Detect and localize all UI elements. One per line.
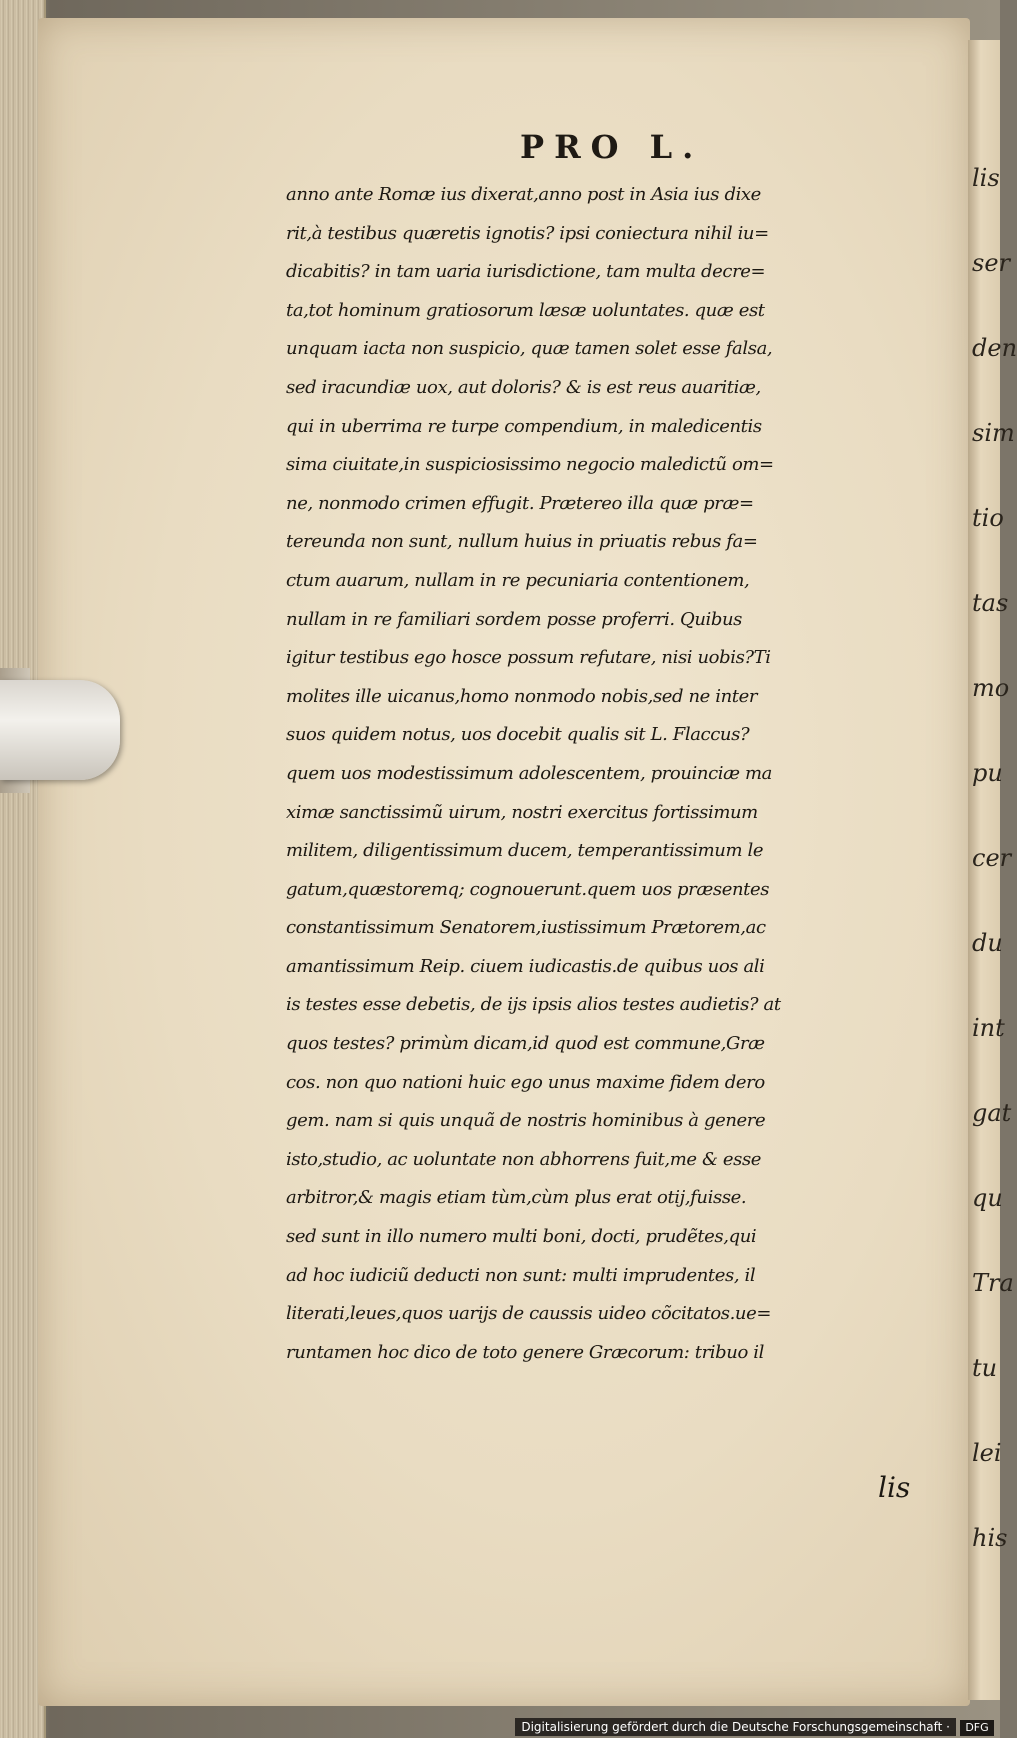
text-line: ctum auarum, nullam in re pecuniaria contentionem, [286,569,750,591]
text-line: militem, diligentissimum ducem, temperantissimum le [286,840,764,862]
text-line: quos testes? primùm dicam,id quod est commune,Græ [286,1033,765,1055]
next-page-fragment: ser [972,249,1010,277]
catchword: lis [878,1471,911,1504]
next-page-fragment: pu [972,759,1003,787]
next-page-fragment: sim [972,419,1015,447]
next-page-edge [968,40,1017,1700]
text-line: nullam in re familiari sordem posse proferri. Quibus [286,608,743,630]
running-header: PRO L. [520,128,704,166]
text-line: arbitror,& magis etiam tùm,cùm plus erat otij,fuisse. [286,1187,747,1209]
text-line: tereunda non sunt, nullum huius in priuatis rebus fa= [286,531,758,553]
text-line: suos quidem notus, uos docebit qualis sit L. Flaccus? [286,724,750,746]
next-page-fragment: tio [972,504,1004,532]
next-page-fragment: tu [972,1354,998,1382]
text-line: ne, nonmodo crimen effugit. Prætereo illa quæ præ= [286,492,754,514]
text-line: gem. nam si quis unquã de nostris hominibus à genere [286,1110,766,1132]
next-page-fragment: qu [972,1184,1003,1212]
text-line: amantissimum Reip. ciuem iudicastis.de quibus uos ali [286,955,765,977]
page-clip [0,680,120,780]
next-page-fragment: his [972,1524,1008,1552]
text-line: runtamen hoc dico de toto genere Græcorum: tribuo il [286,1341,764,1363]
text-line: ad hoc iudiciũ deducti non sunt: multi imprudentes, il [286,1264,756,1286]
text-line: is testes esse debetis, de ijs ipsis alios testes audietis? at [286,994,781,1016]
next-page-fragment: int [972,1014,1005,1042]
next-page-fragment: du [972,929,1003,957]
page-text [286,176,926,1372]
text-line: sed iracundiæ uox, aut doloris? & is est reus auaritiæ, [286,376,761,398]
next-page-fragment: Tra [972,1269,1014,1297]
next-page-fragment: den [972,334,1017,362]
next-page-fragment: mo [972,674,1010,702]
digitization-credit: Digitalisierung gefördert durch die Deutsche Forschungsgemeinschaft · [515,1718,956,1736]
text-line: gatum,quæstoremq; cognouerunt.quem uos præsentes [286,878,770,900]
text-line: isto,studio, ac uoluntate non abhorrens fuit,me & esse [286,1148,762,1170]
text-line: rit,à testibus quæretis ignotis? ipsi coniectura nihil iu= [286,222,769,244]
next-page-fragment: gat [972,1099,1012,1127]
text-line: molites ille uicanus,homo nonmodo nobis,sed ne inter [286,685,758,707]
text-line: literati,leues,quos uarijs de caussis uideo cõcitatos.ue= [286,1303,772,1325]
next-page-fragment: tas [972,589,1009,617]
text-line: sed sunt in illo numero multi boni, docti, prudẽtes,qui [286,1226,757,1248]
text-line: ximæ sanctissimũ uirum, nostri exercitus fortissimum [286,801,758,823]
text-line: qui in uberrima re turpe compendium, in maledicentis [286,415,762,437]
text-line: cos. non quo nationi huic ego unus maxime fidem dero [286,1071,765,1093]
text-line: igitur testibus ego hosce possum refutare, nisi uobis?Ti [286,647,771,669]
next-page-fragment: cer [972,844,1012,872]
text-line: ta,tot hominum gratiosorum læsæ uoluntates. quæ est [286,299,765,321]
text-line: constantissimum Senatorem,iustissimum Prætorem,ac [286,917,766,939]
next-page-fragment: lei [972,1439,1002,1467]
text-line: anno ante Romæ ius dixerat,anno post in Asia ius dixe [286,184,761,205]
next-page-fragment: lis [972,164,1000,192]
text-line: dicabitis? in tam uaria iurisdictione, tam multa decre= [286,261,766,283]
text-line: quem uos modestissimum adolescentem, prouinciæ ma [286,762,772,784]
text-line: sima ciuitate,in suspiciosissimo negocio maledictũ om= [286,454,774,476]
text-line: unquam iacta non suspicio, quæ tamen solet esse falsa, [286,338,773,360]
dfg-logo: DFG [960,1720,994,1736]
